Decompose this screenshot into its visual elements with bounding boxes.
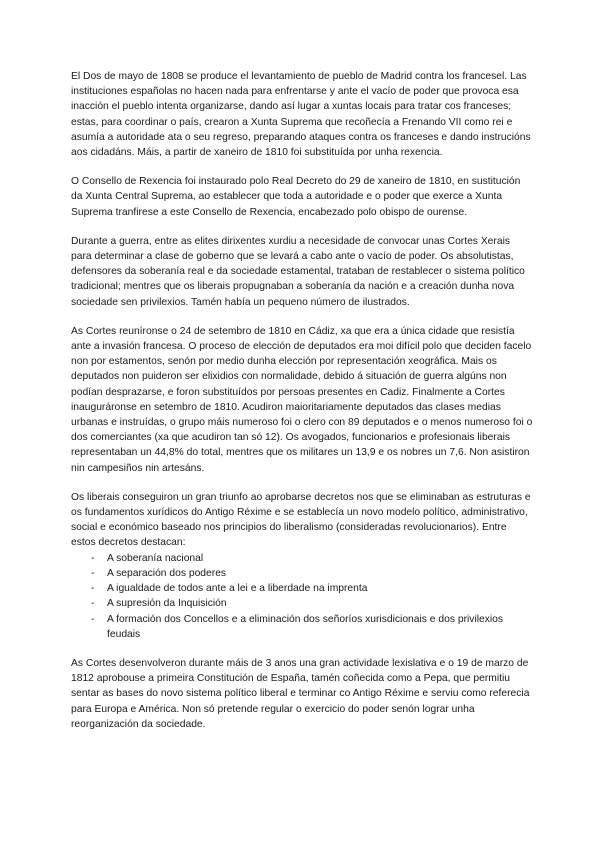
list-item-text: A soberanía nacional bbox=[107, 552, 204, 564]
list-item bbox=[71, 596, 533, 611]
list-item-text: A formación dos Concellos e a eliminación dos señoríos xurisdicionais e dos privilexios feudais bbox=[107, 613, 504, 640]
list-bullet: - bbox=[91, 583, 95, 595]
list-item-text: A separación dos poderes bbox=[107, 567, 227, 579]
list-item bbox=[71, 551, 533, 566]
paragraph-dos-de-mayo: El Dos de mayo de 1808 se produce el levantamiento de pueblo de Madrid contra los francesel. Las instituciones españolas no hacen nada para enfrentarse y ante el vacío de poder que provoca esa inacción el pueblo intenta organizarse, dando así lugar a xuntas locais para tratar cos franceses; estas, para coordinar o país, crearon a Xunta Suprema que recoñecía a Frenando VII como rei e asumía a autoridade ata o seu regreso, preparando ataques contra os franceses e dando instrucións aos cidadáns. Máis, a partir de xaneiro de 1810 foi substituída por unha rexencia. bbox=[71, 71, 531, 159]
paragraph-consello-rexencia: O Consello de Rexencia foi instaurado polo Real Decreto do 29 de xaneiro de 1810, en sustitución da Xunta Central Suprema, ao establecer que toda a autoridade e o poder que exerce a Xunta Suprema tranfirese a este Consello de Rexencia, encabezado polo obispo de ourense. bbox=[71, 176, 521, 218]
list-bullet: - bbox=[91, 613, 95, 625]
document-body bbox=[71, 69, 533, 746]
list-bullet: - bbox=[91, 552, 95, 564]
list-bullet: - bbox=[91, 567, 95, 579]
paragraph-cortes-xerais: Durante a guerra, entre as elites dirixentes xurdiu a necesidade de convocar unas Cortes Xerais para determinar a clase de goberno que se levará a cabo ante o vacío de poder. Os absolutistas, defensores da soberanía real e da sociedade estamental, trataban de restablecer o sistema político tradicional; mentres que os liberais propugnaban a soberanía da nación e a creación dunha nova sociedade sen privilexios. Tamén había un pequeno número de ilustrados. bbox=[71, 235, 525, 308]
list-item-text: A supresión da Inquisición bbox=[107, 598, 227, 610]
list-item bbox=[71, 612, 533, 642]
decrees-list bbox=[71, 551, 533, 642]
paragraph-cortes-cadiz: As Cortes reuníronse o 24 de setembro de 1810 en Cádiz, xa que era a única cidade que resistía ante a invasión francesa. O proceso de elección de deputados era moi difícil polo que deciden facelo non por estamentos, senón por medio dunha elección por representación xeográfica. Mais os deputados non puideron ser elixidios con normalidade, debido á situación de guerra algúns non podían desprazarse, e foron substituídos por persoas presentes en Cadiz. Finalmente a Cortes inauguráronse en setembro de 1810. Acudiron maioritariamente deputados das clases medias urbanas e instruídas, o grupo máis numeroso foi o clero con 89 deputados e o menos numeroso foi o dos comerciantes (xa que acudiron tan só 12). Os avogados, funcionarios e profesionais liberais representaban un 44,8% do total, mentres que os militares un 13,9 e os nobres un 7,6. Non asistiron nin campesiños nin artesáns. bbox=[71, 325, 533, 474]
list-item-text: A igualdade de todos ante a lei e a liberdade na imprenta bbox=[107, 583, 368, 595]
paragraph-liberais-decretos: Os liberais conseguiron un gran triunfo ao aprobarse decretos nos que se eliminaban as estruturas e os fundamentos xurídicos do Antigo Réxime e se establecía un novo modelo político, administrativo, social e económico baseado nos principios do liberalismo (consideradas revolucionarios). Entre estos decretos destacan: bbox=[71, 491, 531, 549]
list-bullet: - bbox=[91, 598, 95, 610]
list-item bbox=[71, 581, 533, 596]
list-item bbox=[71, 566, 533, 581]
paragraph-constitucion-1812: As Cortes desenvolveron durante máis de 3 anos una gran actividade lexislativa e o 19 de marzo de 1812 aprobouse a primeira Constitución de España, tamén coñecida como a Pepa, que permitiu sentar as bases do novo sistema político liberal e terminar co Antigo Réxime e serviu como referecia para Europa e América. Non só pretende regular o exercicio do poder senón lograr unha reorganización da sociedade. bbox=[71, 657, 530, 730]
